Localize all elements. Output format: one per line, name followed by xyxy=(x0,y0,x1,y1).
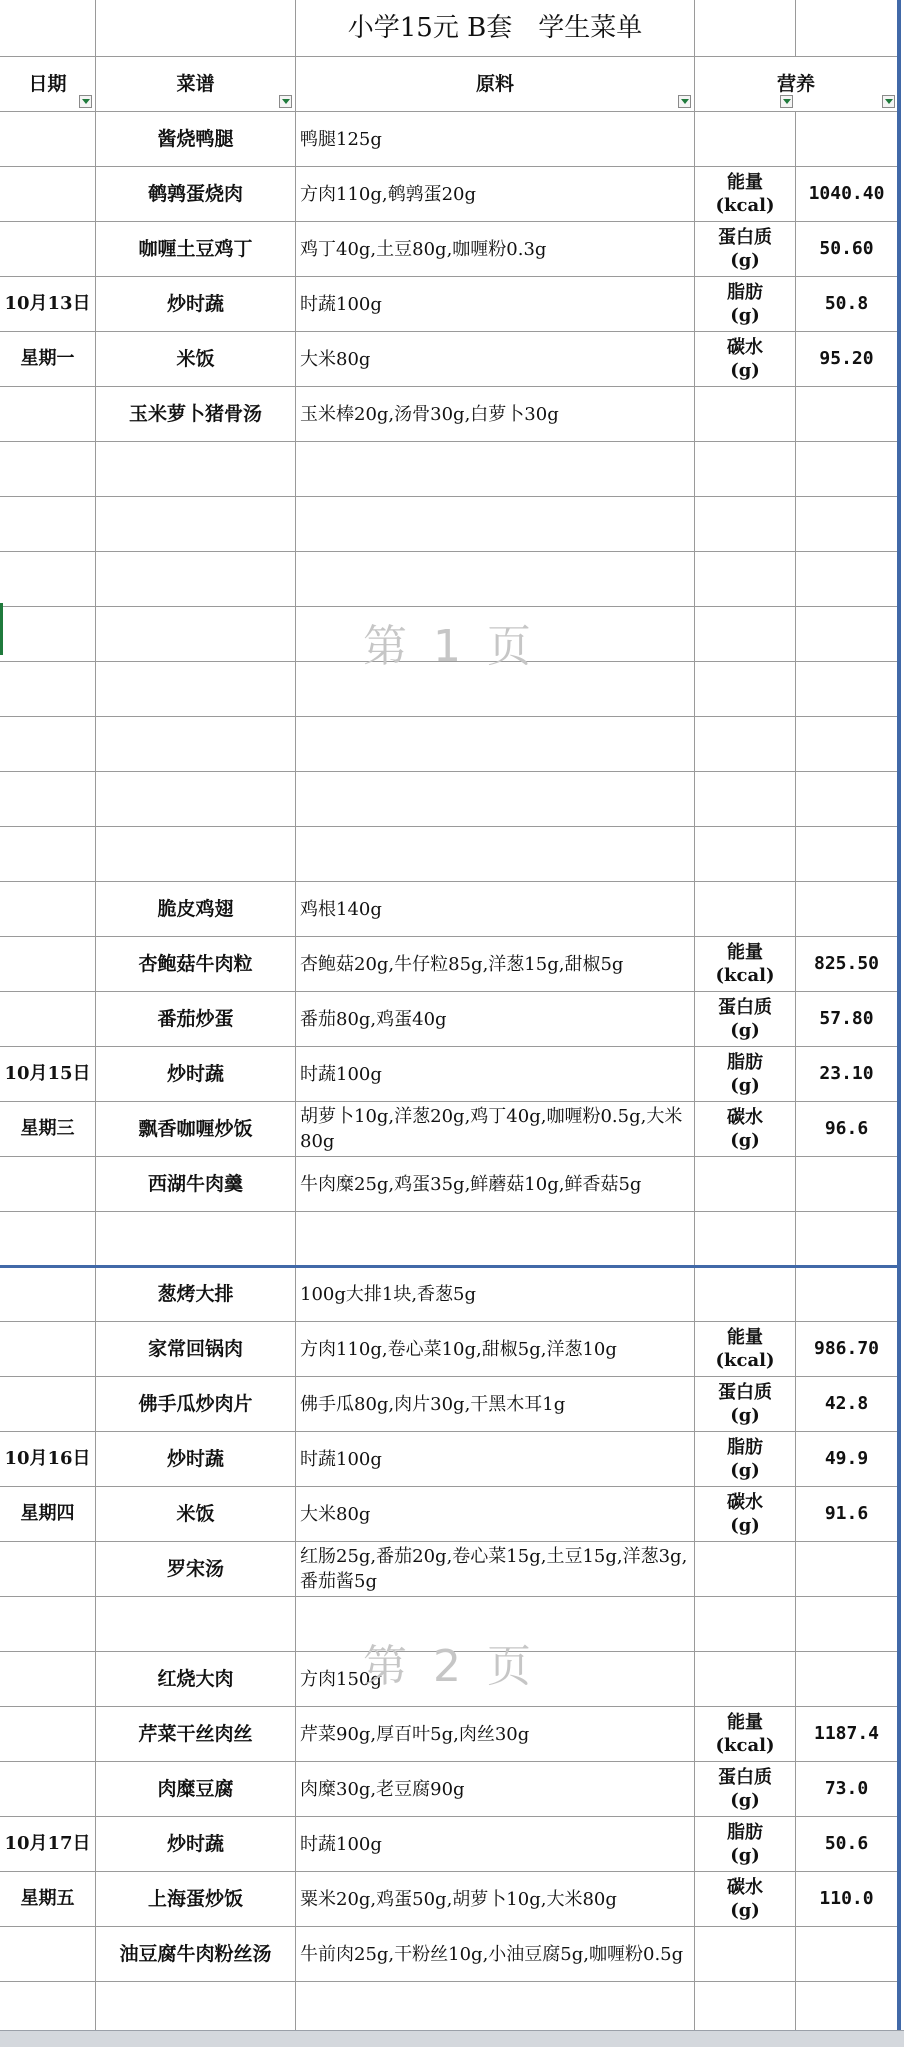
ingredients-cell[interactable] xyxy=(296,992,695,1047)
nutrition-value-cell[interactable] xyxy=(796,1322,898,1377)
date-cell[interactable] xyxy=(0,1872,96,1927)
title-row-cell[interactable] xyxy=(796,0,898,57)
nutrition-value-cell[interactable] xyxy=(796,167,898,222)
date-cell[interactable] xyxy=(0,112,96,167)
date-cell[interactable] xyxy=(0,1817,96,1872)
nutrition-value-cell[interactable] xyxy=(796,1432,898,1487)
empty-cell[interactable] xyxy=(96,717,296,772)
nutrition-value: 50.6 xyxy=(824,1833,869,1854)
nutrition-label-cell[interactable] xyxy=(695,992,796,1047)
dish-cell[interactable] xyxy=(96,112,296,167)
date-cell[interactable] xyxy=(0,1047,96,1102)
dish-cell[interactable] xyxy=(96,937,296,992)
date-cell[interactable] xyxy=(0,882,96,937)
header-date-text: 日期 xyxy=(28,73,67,95)
header-dish-text: 菜谱 xyxy=(176,73,215,95)
empty-cell[interactable] xyxy=(695,1652,796,1707)
nutrition-label-cell[interactable] xyxy=(695,1487,796,1542)
dish-name: 米饭 xyxy=(176,348,215,370)
weekday-text: 星期五 xyxy=(20,1888,75,1909)
ingredients-cell[interactable] xyxy=(296,882,695,937)
nutrition-label-cell[interactable] xyxy=(695,1707,796,1762)
empty-cell[interactable] xyxy=(796,497,898,552)
ingredients-text: 时蔬100g xyxy=(300,293,382,315)
ingredients-text: 牛前肉25g,干粉丝10g,小油豆腐5g,咖喱粉0.5g xyxy=(300,1943,684,1965)
ingredients-text: 粟米20g,鸡蛋50g,胡萝卜10g,大米80g xyxy=(300,1888,617,1910)
page-watermark: 第 2 页 xyxy=(363,1641,537,1692)
ingredients-text: 方肉110g,鹌鹑蛋20g xyxy=(300,183,477,205)
nutrition-value-cell[interactable] xyxy=(796,992,898,1047)
empty-cell[interactable] xyxy=(695,827,796,882)
ingredients-cell[interactable] xyxy=(296,1542,695,1597)
nutrition-label: 蛋白质 (g) xyxy=(718,1767,772,1811)
nutrition-label-cell[interactable] xyxy=(695,277,796,332)
date-cell[interactable] xyxy=(0,992,96,1047)
empty-cell[interactable] xyxy=(695,442,796,497)
date-cell[interactable] xyxy=(0,387,96,442)
empty-cell[interactable] xyxy=(296,772,695,827)
dish-name: 炒时蔬 xyxy=(166,1063,224,1085)
dish-name: 红烧大肉 xyxy=(157,1668,234,1690)
nutrition-value-cell[interactable] xyxy=(796,1377,898,1432)
date-cell[interactable] xyxy=(0,1707,96,1762)
nutrition-label-cell[interactable] xyxy=(695,222,796,277)
nutrition-label-cell[interactable] xyxy=(695,1047,796,1102)
empty-cell[interactable] xyxy=(796,1157,898,1212)
filter-dropdown-icon[interactable] xyxy=(79,95,92,108)
nutrition-value: 50.8 xyxy=(824,293,869,314)
empty-cell[interactable] xyxy=(296,1982,695,2037)
ingredients-cell[interactable] xyxy=(296,112,695,167)
empty-cell[interactable] xyxy=(296,827,695,882)
date-cell[interactable] xyxy=(0,1762,96,1817)
nutrition-value-cell[interactable] xyxy=(796,1817,898,1872)
ingredients-cell[interactable] xyxy=(296,1322,695,1377)
dish-name: 罗宋汤 xyxy=(166,1558,224,1580)
nutrition-value: 23.10 xyxy=(819,1063,874,1084)
header-ingredients-text: 原料 xyxy=(475,73,514,95)
nutrition-value: 91.6 xyxy=(824,1503,869,1524)
nutrition-value: 825.50 xyxy=(813,953,880,974)
nutrition-label: 脂肪 (g) xyxy=(727,1822,763,1866)
dish-name: 家常回锅肉 xyxy=(147,1338,243,1360)
nutrition-value: 42.8 xyxy=(824,1393,869,1414)
empty-cell[interactable] xyxy=(96,827,296,882)
header-ingredients[interactable] xyxy=(296,57,695,112)
empty-cell[interactable] xyxy=(695,1267,796,1322)
ingredients-text: 牛肉糜25g,鸡蛋35g,鲜蘑菇10g,鲜香菇5g xyxy=(300,1173,642,1195)
date-cell[interactable] xyxy=(0,1652,96,1707)
dish-name: 炒时蔬 xyxy=(166,1833,224,1855)
nutrition-value-cell[interactable] xyxy=(796,1047,898,1102)
ingredients-cell[interactable] xyxy=(296,1047,695,1102)
dish-cell[interactable] xyxy=(96,1872,296,1927)
dish-name: 上海蛋炒饭 xyxy=(147,1888,243,1910)
ingredients-text: 杏鲍菇20g,牛仔粒85g,洋葱15g,甜椒5g xyxy=(300,953,624,975)
dish-cell[interactable] xyxy=(96,1047,296,1102)
dish-cell[interactable] xyxy=(96,1432,296,1487)
ingredients-cell[interactable] xyxy=(296,1817,695,1872)
nutrition-label: 脂肪 (g) xyxy=(727,282,763,326)
nutrition-value-cell[interactable] xyxy=(796,937,898,992)
dish-cell[interactable] xyxy=(96,222,296,277)
empty-cell[interactable] xyxy=(0,717,96,772)
dish-cell[interactable] xyxy=(96,992,296,1047)
nutrition-label: 蛋白质 (g) xyxy=(718,1382,772,1426)
empty-cell[interactable] xyxy=(796,387,898,442)
dish-name: 佛手瓜炒肉片 xyxy=(138,1393,253,1415)
empty-cell[interactable] xyxy=(96,1982,296,2037)
empty-cell[interactable] xyxy=(96,497,296,552)
dish-name: 番茄炒蛋 xyxy=(157,1008,234,1030)
page-break-line xyxy=(0,1265,900,1268)
dish-cell[interactable] xyxy=(96,277,296,332)
empty-cell[interactable] xyxy=(796,662,898,717)
empty-cell[interactable] xyxy=(695,552,796,607)
date-cell[interactable] xyxy=(0,332,96,387)
empty-cell[interactable] xyxy=(96,662,296,717)
ingredients-text: 时蔬100g xyxy=(300,1063,382,1085)
ingredients-cell[interactable] xyxy=(296,1487,695,1542)
empty-cell[interactable] xyxy=(96,607,296,662)
header-dish[interactable] xyxy=(96,57,296,112)
ingredients-text: 方肉150g xyxy=(300,1668,382,1690)
header-nutrition-text: 营养 xyxy=(776,73,815,95)
ingredients-text: 佛手瓜80g,肉片30g,干黑木耳1g xyxy=(300,1393,566,1415)
dish-name: 脆皮鸡翅 xyxy=(157,898,234,920)
empty-cell[interactable] xyxy=(0,662,96,717)
ingredients-text: 方肉110g,卷心菜10g,甜椒5g,洋葱10g xyxy=(300,1338,617,1360)
ingredients-text: 番茄80g,鸡蛋40g xyxy=(300,1008,447,1030)
date-cell[interactable] xyxy=(0,1102,96,1157)
empty-cell[interactable] xyxy=(695,1542,796,1597)
dish-cell[interactable] xyxy=(96,1267,296,1322)
empty-cell[interactable] xyxy=(695,1597,796,1652)
ingredients-cell[interactable] xyxy=(296,167,695,222)
empty-cell[interactable] xyxy=(0,1982,96,2037)
empty-cell[interactable] xyxy=(796,607,898,662)
weekday-text: 星期四 xyxy=(20,1503,75,1524)
ingredients-text: 鸭腿125g xyxy=(300,128,382,150)
nutrition-value-cell[interactable] xyxy=(796,1487,898,1542)
filter-dropdown-icon[interactable] xyxy=(780,95,793,108)
ingredients-cell[interactable] xyxy=(296,222,695,277)
weekday-text: 星期一 xyxy=(20,348,75,369)
dish-name: 肉糜豆腐 xyxy=(157,1778,234,1800)
ingredients-text: 芹菜90g,厚百叶5g,肉丝30g xyxy=(300,1723,530,1745)
dish-cell[interactable] xyxy=(96,882,296,937)
ingredients-text: 胡萝卜10g,洋葱20g,鸡丁40g,咖喱粉0.5g,大米80g xyxy=(300,1106,683,1152)
empty-cell[interactable] xyxy=(796,552,898,607)
nutrition-value: 73.0 xyxy=(824,1778,869,1799)
ingredients-text: 100g大排1块,香葱5g xyxy=(300,1283,477,1305)
nutrition-label: 能量 (kcal) xyxy=(715,172,775,216)
nutrition-label-cell[interactable] xyxy=(695,937,796,992)
empty-cell[interactable] xyxy=(796,1597,898,1652)
empty-cell[interactable] xyxy=(0,552,96,607)
header-date[interactable] xyxy=(0,57,96,112)
empty-cell[interactable] xyxy=(0,442,96,497)
empty-cell[interactable] xyxy=(0,1212,96,1267)
empty-cell[interactable] xyxy=(695,1157,796,1212)
empty-cell[interactable] xyxy=(695,1982,796,2037)
dish-name: 咖喱土豆鸡丁 xyxy=(138,238,253,260)
page-watermark: 第 1 页 xyxy=(363,621,537,672)
empty-cell[interactable] xyxy=(296,607,695,662)
dish-name: 杏鲍菇牛肉粒 xyxy=(138,953,253,975)
ingredients-cell[interactable] xyxy=(296,1377,695,1432)
ingredients-cell[interactable] xyxy=(296,1927,695,1982)
ingredients-text: 时蔬100g xyxy=(300,1833,382,1855)
nutrition-label: 蛋白质 (g) xyxy=(718,997,772,1041)
ingredients-cell[interactable] xyxy=(296,1872,695,1927)
empty-cell[interactable] xyxy=(296,442,695,497)
title-row-cell[interactable] xyxy=(96,0,296,57)
dish-cell[interactable] xyxy=(96,1377,296,1432)
dish-name: 米饭 xyxy=(176,1503,215,1525)
empty-cell[interactable] xyxy=(695,1212,796,1267)
nutrition-value: 1187.4 xyxy=(813,1723,880,1744)
empty-cell[interactable] xyxy=(796,1542,898,1597)
nutrition-label-cell[interactable] xyxy=(695,1432,796,1487)
dish-cell[interactable] xyxy=(96,1652,296,1707)
empty-cell[interactable] xyxy=(695,717,796,772)
empty-cell[interactable] xyxy=(796,1212,898,1267)
dish-name: 油豆腐牛肉粉丝汤 xyxy=(119,1943,272,1965)
dish-cell[interactable] xyxy=(96,1927,296,1982)
empty-cell[interactable] xyxy=(0,607,96,662)
nutrition-label: 脂肪 (g) xyxy=(727,1052,763,1096)
empty-cell[interactable] xyxy=(96,772,296,827)
filter-dropdown-icon[interactable] xyxy=(279,95,292,108)
nutrition-label: 碳水 (g) xyxy=(727,1107,763,1151)
dish-name: 玉米萝卜猪骨汤 xyxy=(128,403,262,425)
empty-cell[interactable] xyxy=(296,552,695,607)
dish-cell[interactable] xyxy=(96,1322,296,1377)
nutrition-label-cell[interactable] xyxy=(695,1872,796,1927)
empty-cell[interactable] xyxy=(695,662,796,717)
nutrition-label-cell[interactable] xyxy=(695,332,796,387)
dish-cell[interactable] xyxy=(96,1817,296,1872)
date-cell[interactable] xyxy=(0,222,96,277)
date-text: 10月17日 xyxy=(4,1833,91,1854)
ingredients-cell[interactable] xyxy=(296,937,695,992)
dish-name: 西湖牛肉羹 xyxy=(147,1173,243,1195)
dish-cell[interactable] xyxy=(96,332,296,387)
empty-cell[interactable] xyxy=(0,497,96,552)
date-cell[interactable] xyxy=(0,1377,96,1432)
ingredients-cell[interactable] xyxy=(296,332,695,387)
nutrition-value: 986.70 xyxy=(813,1338,880,1359)
dish-name: 鹌鹑蛋烧肉 xyxy=(147,183,243,205)
date-cell[interactable] xyxy=(0,1487,96,1542)
empty-cell[interactable] xyxy=(796,1982,898,2037)
empty-cell[interactable] xyxy=(296,497,695,552)
dish-cell[interactable] xyxy=(96,1157,296,1212)
empty-cell[interactable] xyxy=(96,442,296,497)
nutrition-label-cell[interactable] xyxy=(695,167,796,222)
nutrition-label: 蛋白质 (g) xyxy=(718,227,772,271)
empty-cell[interactable] xyxy=(296,662,695,717)
empty-cell[interactable] xyxy=(796,1267,898,1322)
nutrition-label: 碳水 (g) xyxy=(727,1492,763,1536)
weekday-text: 星期三 xyxy=(20,1118,75,1139)
dish-name: 飘香咖喱炒饭 xyxy=(138,1118,253,1140)
ingredients-text: 时蔬100g xyxy=(300,1448,382,1470)
ingredients-text: 大米80g xyxy=(300,348,371,370)
empty-cell[interactable] xyxy=(0,827,96,882)
ingredients-cell[interactable] xyxy=(296,277,695,332)
sheet-bottom-bar xyxy=(0,2030,904,2047)
nutrition-value-cell[interactable] xyxy=(796,1872,898,1927)
empty-cell[interactable] xyxy=(796,772,898,827)
header-nutrition[interactable] xyxy=(695,57,898,112)
dish-cell[interactable] xyxy=(96,1102,296,1157)
dish-cell[interactable] xyxy=(96,387,296,442)
empty-cell[interactable] xyxy=(695,1927,796,1982)
row-selection-marker xyxy=(0,603,3,655)
empty-cell[interactable] xyxy=(796,827,898,882)
dish-cell[interactable] xyxy=(96,1707,296,1762)
nutrition-label: 碳水 (g) xyxy=(727,337,763,381)
date-cell[interactable] xyxy=(0,937,96,992)
empty-cell[interactable] xyxy=(0,772,96,827)
nutrition-label-cell[interactable] xyxy=(695,1762,796,1817)
dish-cell[interactable] xyxy=(96,1542,296,1597)
date-cell[interactable] xyxy=(0,1157,96,1212)
empty-cell[interactable] xyxy=(796,882,898,937)
print-area-edge xyxy=(897,0,901,2030)
dish-cell[interactable] xyxy=(96,167,296,222)
ingredients-cell[interactable] xyxy=(296,1707,695,1762)
ingredients-cell[interactable] xyxy=(296,1157,695,1212)
date-cell[interactable] xyxy=(0,1267,96,1322)
nutrition-label-cell[interactable] xyxy=(695,1322,796,1377)
empty-cell[interactable] xyxy=(695,112,796,167)
date-cell[interactable] xyxy=(0,167,96,222)
ingredients-cell[interactable] xyxy=(296,387,695,442)
ingredients-cell[interactable] xyxy=(296,1762,695,1817)
nutrition-value-cell[interactable] xyxy=(796,222,898,277)
date-text: 10月16日 xyxy=(4,1448,91,1469)
date-cell[interactable] xyxy=(0,1432,96,1487)
ingredients-text: 鸡根140g xyxy=(300,898,382,920)
empty-cell[interactable] xyxy=(96,1597,296,1652)
dish-name: 葱烤大排 xyxy=(157,1283,234,1305)
nutrition-value-cell[interactable] xyxy=(796,1102,898,1157)
nutrition-label-cell[interactable] xyxy=(695,1102,796,1157)
ingredients-text: 大米80g xyxy=(300,1503,371,1525)
filter-dropdown-icon[interactable] xyxy=(882,95,895,108)
nutrition-label: 能量 (kcal) xyxy=(715,942,775,986)
nutrition-value: 49.9 xyxy=(824,1448,869,1469)
ingredients-cell[interactable] xyxy=(296,1652,695,1707)
empty-cell[interactable] xyxy=(0,1597,96,1652)
dish-name: 酱烧鸭腿 xyxy=(157,128,234,150)
empty-cell[interactable] xyxy=(96,1212,296,1267)
empty-cell[interactable] xyxy=(695,497,796,552)
nutrition-value-cell[interactable] xyxy=(796,277,898,332)
nutrition-label: 脂肪 (g) xyxy=(727,1437,763,1481)
menu-title-text: 小学15元 B套 学生菜单 xyxy=(347,13,643,43)
ingredients-text: 肉糜30g,老豆腐90g xyxy=(300,1778,465,1800)
empty-cell[interactable] xyxy=(695,387,796,442)
empty-cell[interactable] xyxy=(695,882,796,937)
nutrition-value: 96.6 xyxy=(824,1118,869,1139)
ingredients-text: 红肠25g,番茄20g,卷心菜15g,土豆15g,洋葱3g,番茄酱5g xyxy=(300,1546,688,1592)
dish-name: 炒时蔬 xyxy=(166,293,224,315)
dish-name: 炒时蔬 xyxy=(166,1448,224,1470)
date-cell[interactable] xyxy=(0,1927,96,1982)
menu-title[interactable] xyxy=(296,0,695,57)
empty-cell[interactable] xyxy=(296,1212,695,1267)
date-cell[interactable] xyxy=(0,277,96,332)
empty-cell[interactable] xyxy=(695,607,796,662)
nutrition-value: 1040.40 xyxy=(808,183,885,204)
empty-cell[interactable] xyxy=(796,717,898,772)
empty-cell[interactable] xyxy=(796,1927,898,1982)
ingredients-cell[interactable] xyxy=(296,1267,695,1322)
empty-cell[interactable] xyxy=(96,552,296,607)
nutrition-value-cell[interactable] xyxy=(796,1707,898,1762)
dish-cell[interactable] xyxy=(96,1487,296,1542)
empty-cell[interactable] xyxy=(296,1597,695,1652)
dish-cell[interactable] xyxy=(96,1762,296,1817)
nutrition-value: 95.20 xyxy=(819,348,874,369)
nutrition-value: 57.80 xyxy=(819,1008,874,1029)
date-text: 10月13日 xyxy=(4,293,91,314)
ingredients-cell[interactable] xyxy=(296,1102,695,1157)
title-row-cell[interactable] xyxy=(695,0,796,57)
nutrition-value: 110.0 xyxy=(819,1888,874,1909)
ingredients-text: 玉米棒20g,汤骨30g,白萝卜30g xyxy=(300,403,559,425)
ingredients-text: 鸡丁40g,土豆80g,咖喱粉0.3g xyxy=(300,238,547,260)
nutrition-label-cell[interactable] xyxy=(695,1377,796,1432)
filter-dropdown-icon[interactable] xyxy=(678,95,691,108)
empty-cell[interactable] xyxy=(796,442,898,497)
nutrition-label-cell[interactable] xyxy=(695,1817,796,1872)
nutrition-label: 能量 (kcal) xyxy=(715,1327,775,1371)
date-text: 10月15日 xyxy=(4,1063,91,1084)
date-cell[interactable] xyxy=(0,1322,96,1377)
nutrition-value-cell[interactable] xyxy=(796,1762,898,1817)
empty-cell[interactable] xyxy=(296,717,695,772)
dish-name: 芹菜干丝肉丝 xyxy=(138,1723,253,1745)
nutrition-value-cell[interactable] xyxy=(796,332,898,387)
ingredients-cell[interactable] xyxy=(296,1432,695,1487)
nutrition-label: 碳水 (g) xyxy=(727,1877,763,1921)
nutrition-label: 能量 (kcal) xyxy=(715,1712,775,1756)
nutrition-value: 50.60 xyxy=(819,238,874,259)
empty-cell[interactable] xyxy=(796,112,898,167)
empty-cell[interactable] xyxy=(695,772,796,827)
date-cell[interactable] xyxy=(0,1542,96,1597)
title-row-cell[interactable] xyxy=(0,0,96,57)
empty-cell[interactable] xyxy=(796,1652,898,1707)
